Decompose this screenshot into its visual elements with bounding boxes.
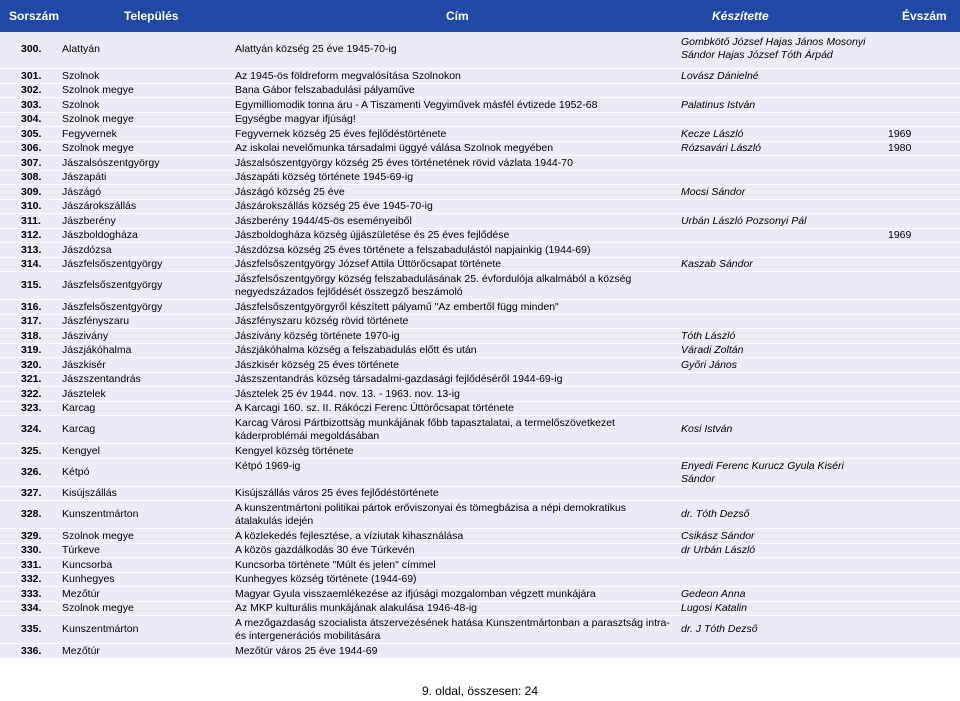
- row-place: Szolnok megye: [62, 142, 134, 154]
- row-number: 309.: [21, 185, 42, 198]
- table-row: [0, 387, 960, 402]
- row-title: Egységbe magyar ifjúság!: [235, 113, 356, 125]
- row-place: Jászfelsőszentgyörgy: [62, 300, 163, 313]
- row-place: Jászágó: [62, 185, 102, 198]
- table-row: [0, 98, 960, 113]
- table-row: [0, 487, 960, 502]
- row-title: Mezőtúr város 25 éve 1944-69: [235, 644, 378, 657]
- row-number: 306.: [21, 142, 42, 154]
- row-number: 307.: [21, 156, 42, 169]
- row-place: Kétpó: [62, 465, 90, 478]
- table-row: [0, 214, 960, 229]
- row-title: Karcag Városi Pártbizottság munkájának főbb tapasztalatai, a termelőszövetkezet káderproblémái megoldásában: [235, 417, 615, 442]
- row-number: 317.: [21, 315, 42, 327]
- row-title: Egymilliomodik tonna áru - A Tiszamenti Vegyiművek másfél évtizede 1952-68: [235, 98, 598, 111]
- row-title: Jászfelsőszentgyörgy község felszabadulásának 25. évfordulója alkalmából a község negyedszázados fejlődését összegző beszámoló: [235, 273, 632, 298]
- row-author: Lovász Dánielné: [681, 69, 759, 82]
- row-title: Jászberény 1944/45-ös eseményeiből: [235, 214, 412, 227]
- row-title: Jászárokszállás község 25 éve 1945-70-ig: [235, 200, 433, 212]
- row-number: 322.: [21, 387, 42, 400]
- row-title: Jászfényszaru község rövid története: [235, 315, 409, 327]
- table-row: [0, 558, 960, 573]
- row-title: A közlekedés fejlesztése, a víziutak kihasználása: [235, 529, 464, 542]
- table-row: [0, 127, 960, 142]
- row-place: Jászárokszállás: [62, 200, 137, 212]
- row-number: 328.: [21, 508, 42, 520]
- row-number: 334.: [21, 602, 42, 614]
- table-row: [0, 416, 960, 444]
- row-number: 325.: [21, 444, 42, 457]
- table-row: [0, 113, 960, 128]
- row-number: 301.: [21, 69, 42, 82]
- row-number: 335.: [21, 623, 42, 635]
- row-author: dr Urbán László: [681, 544, 756, 556]
- row-title: A kunszentmártoni politikai pártok erőviszonyai és tömegbázisa a népi demokratikus átalakulás idején: [235, 502, 627, 527]
- table-row: [0, 358, 960, 373]
- row-author: Enyedi Ferenc Kurucz Gyula Kiséri Sándor: [681, 459, 844, 485]
- row-number: 315.: [21, 279, 42, 291]
- row-title: Magyar Gyula visszaemlékezése az ifjúsági mozgalomban végzett munkájára: [235, 587, 596, 600]
- row-place: Jászalsószentgyörgy: [62, 156, 160, 169]
- row-number: 311.: [21, 214, 41, 227]
- table-row: [0, 229, 960, 244]
- row-title: A Karcagi 160. sz. II. Rákóczi Ferenc Úttörőcsapat története: [235, 402, 514, 414]
- table-row: [0, 200, 960, 215]
- row-place: Kisújszállás: [62, 487, 117, 499]
- row-place: Jászkisér: [62, 358, 106, 371]
- row-place: Jászapáti: [62, 171, 107, 183]
- table-row: [0, 459, 960, 487]
- row-number: 323.: [21, 402, 42, 414]
- row-place: Karcag: [62, 402, 96, 414]
- row-place: Jászberény: [62, 214, 116, 227]
- row-number: 319.: [21, 344, 42, 356]
- row-author: Palatinus István: [681, 98, 756, 111]
- row-number: 312.: [21, 229, 42, 241]
- row-author: Kosi István: [681, 423, 733, 435]
- row-author: Győri János: [681, 358, 738, 371]
- row-place: Jásztelek: [62, 387, 106, 400]
- table-row: [0, 243, 960, 258]
- table-row: [0, 171, 960, 186]
- row-title: Az MKP kulturális munkájának alakulása 1946-48-ig: [235, 602, 478, 614]
- row-author: Urbán László Pozsonyi Pál: [681, 214, 807, 227]
- row-number: 305.: [21, 127, 42, 140]
- row-title: Az iskolai nevelőmunka társadalmi üggyé válása Szolnok megyében: [235, 142, 554, 154]
- row-title: Kunhegyes község története (1944-69): [235, 573, 417, 585]
- row-author: Váradi Zoltán: [681, 344, 744, 356]
- row-place: Kunszentmárton: [62, 508, 139, 520]
- row-place: Karcag: [62, 423, 96, 435]
- table-row: [0, 258, 960, 273]
- row-title: Bana Gábor felszabadulási pályaműve: [235, 84, 415, 96]
- row-title: A közös gazdálkodás 30 éve Túrkevén: [235, 544, 415, 556]
- row-number: 332.: [21, 573, 42, 585]
- table-row: [0, 272, 960, 300]
- row-place: Kuncsorba: [62, 558, 113, 571]
- table-row: [0, 529, 960, 544]
- header-year: Évszám: [902, 9, 947, 23]
- row-number: 316.: [21, 300, 42, 313]
- table-row: [0, 573, 960, 588]
- row-place: Kengyel: [62, 444, 100, 457]
- table-row: [0, 616, 960, 644]
- row-year: 1980: [888, 142, 912, 154]
- row-title: Jásztelek 25 év 1944. nov. 13. - 1963. nov. 13-ig: [235, 387, 460, 400]
- row-place: Jászboldogháza: [62, 229, 138, 241]
- row-place: Jászjákóhalma: [62, 344, 132, 356]
- row-title: Jászkisér község 25 éves története: [235, 358, 400, 371]
- row-title: Kétpó 1969-ig: [235, 459, 301, 472]
- row-author: Gombkötő József Hajas János Mosonyi Sándor Hajas József Tóth Árpád: [681, 36, 866, 61]
- table-row: [0, 32, 960, 69]
- row-author: Gedeon Anna: [681, 587, 746, 600]
- row-place: Fegyvernek: [62, 127, 117, 140]
- row-place: Jászszentandrás: [62, 373, 141, 385]
- header-title: Cím: [446, 9, 469, 23]
- row-number: 329.: [21, 529, 42, 542]
- row-title: A mezőgazdaság szocialista átszervezésének hatása Kunszentmártonban a parasztság intra- és intergenerációs mobilitására: [235, 617, 670, 642]
- row-author: Tóth László: [681, 329, 736, 342]
- row-place: Jászfelsőszentgyörgy: [62, 279, 163, 291]
- row-number: 331.: [21, 558, 42, 571]
- table-row: [0, 587, 960, 602]
- row-title: Jászágó község 25 éve: [235, 185, 345, 198]
- table-row: [0, 501, 960, 529]
- table-row: [0, 329, 960, 344]
- row-author: Kecze László: [681, 127, 744, 140]
- table-row: [0, 402, 960, 417]
- row-place: Kunhegyes: [62, 573, 115, 585]
- row-number: 302.: [21, 84, 42, 96]
- row-number: 303.: [21, 98, 42, 111]
- page-footer: 9. oldal, összesen: 24: [421, 684, 539, 698]
- row-number: 320.: [21, 358, 42, 371]
- row-number: 333.: [21, 587, 42, 600]
- row-place: Szolnok megye: [62, 113, 134, 125]
- table-row: [0, 185, 960, 200]
- row-title: Fegyvernek község 25 éves fejlődéstörténete: [235, 127, 447, 140]
- row-number: 304.: [21, 113, 42, 125]
- row-number: 327.: [21, 487, 42, 499]
- header-number: Sorszám: [9, 9, 60, 23]
- row-number: 324.: [21, 423, 42, 435]
- row-place: Jászivány: [62, 329, 109, 342]
- row-author: dr. Tóth Dezső: [681, 508, 750, 520]
- row-title: Jászivány község története 1970-ig: [235, 329, 400, 342]
- row-author: Rózsavári László: [681, 142, 761, 154]
- table-row: [0, 300, 960, 315]
- row-number: 318.: [21, 329, 42, 342]
- row-number: 310.: [21, 200, 42, 212]
- row-year: 1969: [888, 229, 912, 241]
- row-number: 336.: [21, 644, 42, 657]
- table-row: [0, 69, 960, 84]
- row-author: Lugosi Katalin: [681, 602, 747, 614]
- row-place: Kunszentmárton: [62, 623, 139, 635]
- table-header: [0, 0, 960, 32]
- row-title: Kuncsorba története "Múlt és jelen" címmel: [235, 558, 436, 571]
- row-place: Mezőtúr: [62, 644, 100, 657]
- row-place: Jászfényszaru: [62, 315, 130, 327]
- row-title: Jászszentandrás község társadalmi-gazdasági fejlődéséről 1944-69-ig: [235, 373, 563, 385]
- row-title: Kengyel község története: [235, 444, 354, 457]
- row-author: Mocsi Sándor: [681, 185, 746, 198]
- row-author: Csikász Sándor: [681, 529, 755, 542]
- row-place: Alattyán: [62, 43, 100, 55]
- row-place: Szolnok megye: [62, 84, 134, 96]
- row-number: 300.: [21, 43, 42, 55]
- table-row: [0, 544, 960, 559]
- row-title: Alattyán község 25 éve 1945-70-ig: [235, 43, 397, 55]
- row-title: Jászfelsőszentgyörgy József Attila Úttörőcsapat története: [235, 258, 502, 270]
- table-body: [0, 32, 960, 659]
- row-place: Szolnok: [62, 98, 100, 111]
- row-title: Az 1945-ös földreform megvalósítása Szolnokon: [235, 69, 461, 82]
- table-row: [0, 373, 960, 388]
- row-place: Túrkeve: [62, 544, 100, 556]
- row-number: 313.: [21, 243, 42, 256]
- row-title: Jászboldogháza község újjászületése és 25 éves fejlődése: [235, 229, 510, 241]
- row-number: 321.: [21, 373, 42, 385]
- row-number: 314.: [21, 258, 42, 270]
- table-row: [0, 84, 960, 99]
- row-title: Jászalsószentgyörgy község 25 éves történetének rövid vázlata 1944-70: [235, 156, 573, 169]
- header-author: Készítette: [712, 9, 769, 23]
- row-author: Kaszab Sándor: [681, 258, 753, 270]
- table-row: [0, 315, 960, 330]
- table-row: [0, 644, 960, 659]
- row-number: 326.: [21, 465, 42, 478]
- table-row: [0, 142, 960, 157]
- table-row: [0, 602, 960, 617]
- row-number: 308.: [21, 171, 42, 183]
- row-title: Kisújszállás város 25 éves fejlődéstörténete: [235, 487, 439, 499]
- row-title: Jászdózsa község 25 éves története a felszabadulástól napjainkig (1944-69): [235, 243, 591, 256]
- row-place: Mezőtúr: [62, 587, 100, 600]
- header-place: Település: [124, 9, 179, 23]
- table-row: [0, 444, 960, 459]
- row-author: dr. J Tóth Dezső: [681, 623, 758, 635]
- row-number: 330.: [21, 544, 42, 556]
- table-row: [0, 344, 960, 359]
- row-place: Jászfelsőszentgyörgy: [62, 258, 163, 270]
- row-place: Szolnok megye: [62, 529, 134, 542]
- row-year: 1969: [888, 127, 912, 140]
- table-row: [0, 156, 960, 171]
- row-title: Jászfelsőszentgyörgyről készített pályamű "Az embertől függ minden": [235, 300, 559, 313]
- row-place: Szolnok megye: [62, 602, 134, 614]
- row-place: Jászdózsa: [62, 243, 112, 256]
- row-title: Jászapáti község története 1945-69-ig: [235, 171, 414, 183]
- row-place: Szolnok: [62, 69, 100, 82]
- row-title: Jászjákóhalma község a felszabadulás előtt és után: [235, 344, 477, 356]
